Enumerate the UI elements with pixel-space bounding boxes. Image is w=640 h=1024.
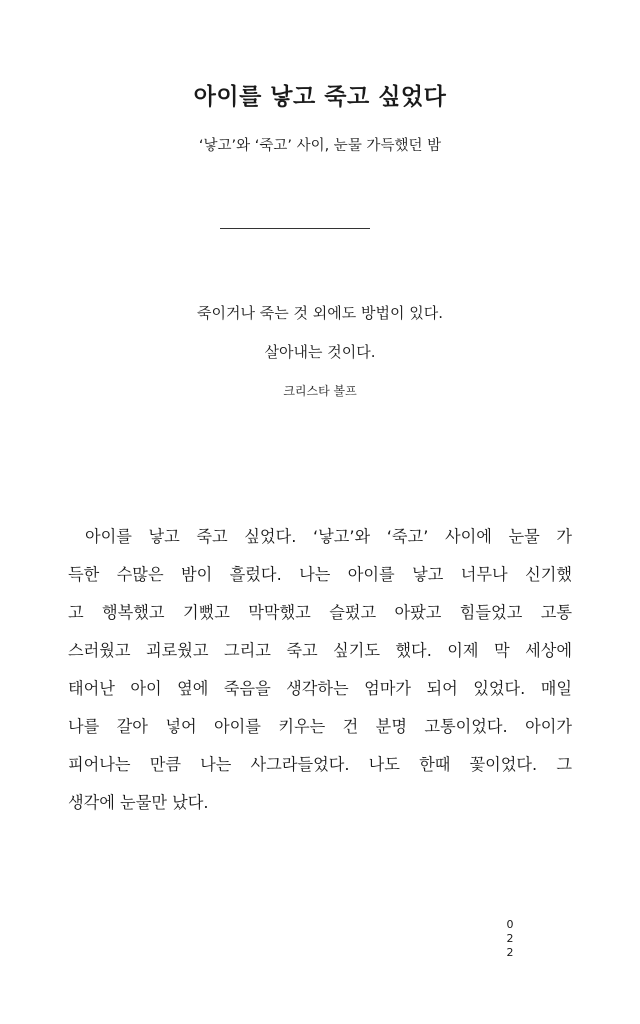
page-number-digit: 2: [506, 946, 514, 959]
epigraph-line: 죽이거나 죽는 것 외에도 방법이 있다.: [197, 304, 443, 322]
body-paragraph: [68, 523, 572, 827]
body-line: 태어난 아이 옆에 죽음을 생각하는 엄마가 되어 있었다. 매일: [68, 679, 572, 698]
body-line: 스러웠고 괴로웠고 그리고 죽고 싶기도 했다. 이제 막 세상에: [68, 641, 572, 660]
epigraph-author: 크리스타 볼프: [283, 384, 357, 398]
epigraph-line: 살아내는 것이다.: [264, 343, 376, 361]
body-line: 득한 수많은 밤이 흘렀다. 나는 아이를 낳고 너무나 신기했: [68, 565, 572, 584]
chapter-subtitle: ‘낳고’와 ‘죽고’ 사이, 눈물 가득했던 밤: [198, 138, 442, 154]
body-line: 고 행복했고 기뻤고 막막했고 슬펐고 아팠고 힘들었고 고통: [68, 603, 572, 622]
chapter-title: 아이를 낳고 죽고 싶었다: [193, 84, 447, 110]
section-divider: [220, 228, 370, 229]
body-line: 생각에 눈물만 났다.: [68, 793, 209, 812]
body-line: 피어나는 만큼 나는 사그라들었다. 나도 한때 꽃이었다. 그: [68, 755, 572, 774]
page-number-digit: 2: [506, 932, 514, 945]
body-line: 나를 갈아 넣어 아이를 키우는 건 분명 고통이었다. 아이가: [68, 717, 572, 736]
page-number-digit: 0: [506, 918, 514, 931]
page-number: [500, 918, 520, 960]
body-line: 아이를 낳고 죽고 싶었다. ‘낳고’와 ‘죽고’ 사이에 눈물 가: [85, 527, 572, 546]
